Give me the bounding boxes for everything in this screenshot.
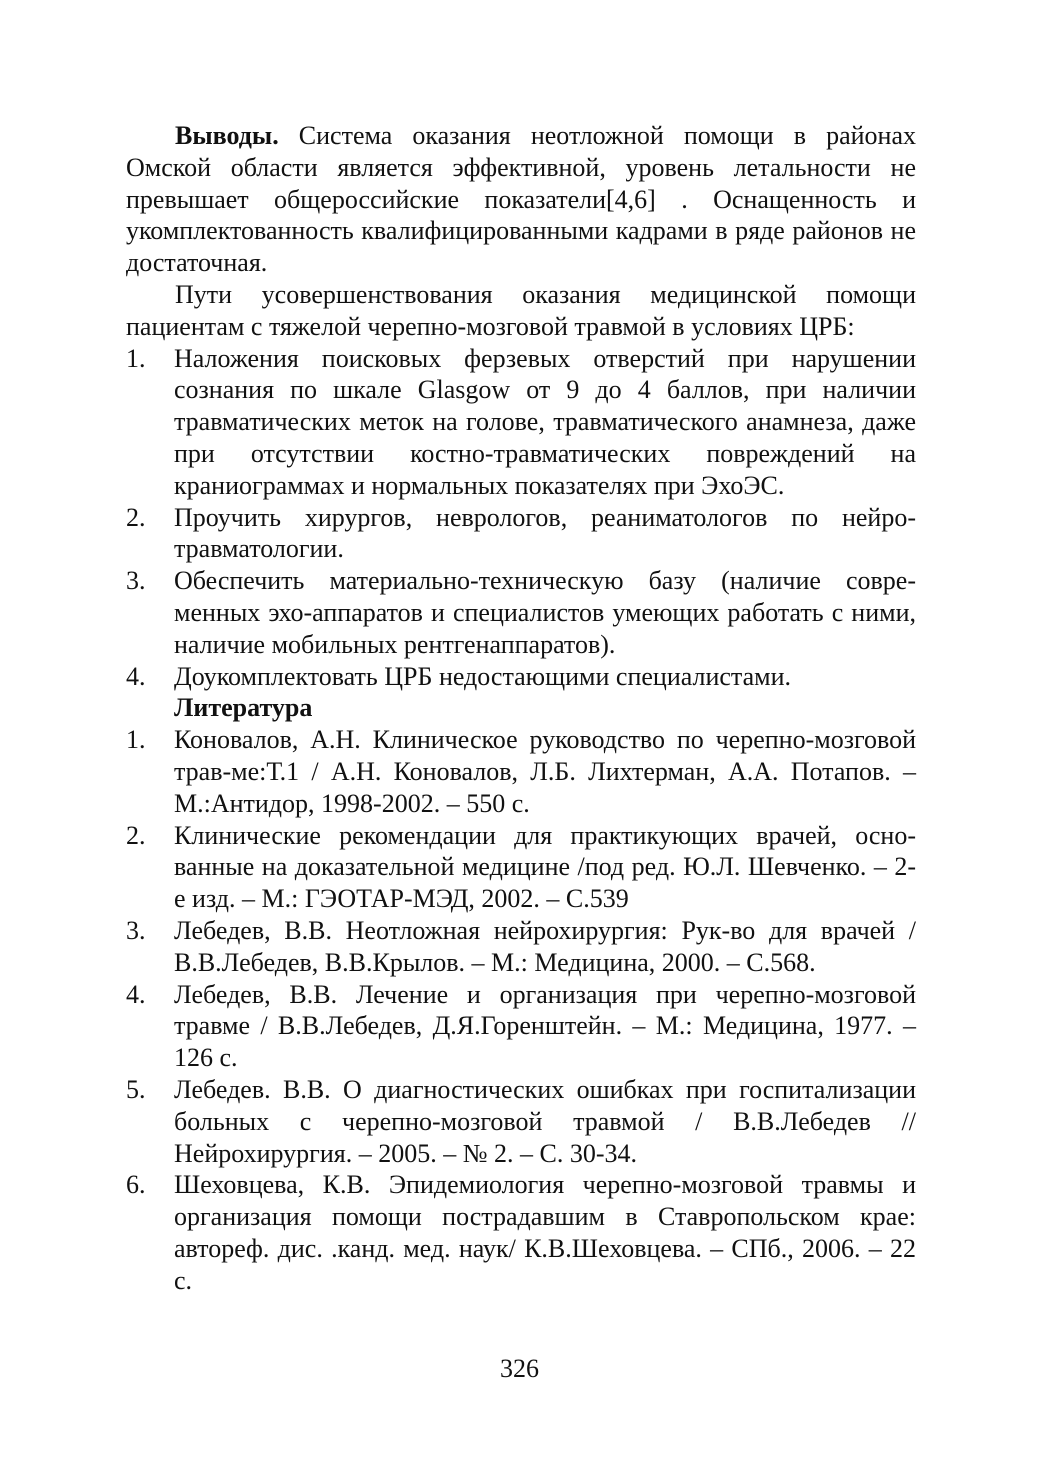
list-item-number: 3. xyxy=(126,566,146,596)
reference-text: Лебедев, В.В. Лечение и организация при черепно-мозговой травме / В.В.Лебедев, Д.Я.Горенштейн. – М.: Медицина, 1977. – 126 с. xyxy=(174,979,916,1073)
list-item-text: Наложения поисковых ферзевых отверстий при нарушении сознания по шкале Glasgow от 9 до 4 баллов, при наличии травматических меток на голове, травматического анамнеза, даже при отсутствии костно-травматических повреждений на краниограммах и нормальных показателях при ЭхоЭС. xyxy=(174,343,916,500)
list-item xyxy=(126,661,916,693)
list-item-text: Проучить хирургов, неврологов, реаниматологов по нейротравматологии. xyxy=(174,502,916,564)
improvement-intro: Пути усовершенствования оказания медицинской помощи пациентам с тяжелой черепно-мозговой травмой в условиях ЦРБ: xyxy=(126,279,916,341)
reference-item xyxy=(126,820,916,915)
reference-number: 6. xyxy=(126,1170,146,1200)
reference-text: Лебедев. В.В. О диагностических ошибках при госпитализации больных с черепно-мозговой травмой / В.В.Лебедев // Нейрохирургия. – 2005. – № 2. – С. 30-34. xyxy=(174,1074,916,1168)
list-item xyxy=(126,343,916,502)
list-item xyxy=(126,502,916,566)
literature-heading: Литература xyxy=(174,693,313,723)
reference-item xyxy=(126,1074,916,1169)
reference-text: Клинические рекомендации для практикующих врачей, основанные на доказательной медицине /под ред. Ю.Л. Шевченко. – 2-е изд. – М.: ГЭОТАР-МЭД, 2002. – С.539 xyxy=(174,820,916,914)
conclusions-paragraph xyxy=(126,120,916,279)
recommendations-list xyxy=(126,343,916,693)
list-item-number: 1. xyxy=(126,343,146,373)
reference-text: Шеховцева, К.В. Эпидемиология черепно-мозговой травмы и организация помощи пострадавшим в Ставропольском крае: автореф. дис. .канд. мед. наук/ К.В.Шеховцева. – СПб., 2006. – 22 с. xyxy=(174,1170,916,1295)
reference-item xyxy=(126,724,916,819)
list-item-text: Обеспечить материально-техническую базу (наличие современных эхо-аппаратов и специалистов умеющих работать с ними, наличие мобильных рентгенаппаратов). xyxy=(174,566,916,659)
reference-number: 2. xyxy=(126,820,146,850)
reference-item xyxy=(126,915,916,979)
reference-text: Коновалов, А.Н. Клиническое руководство по черепно-мозговой трав-ме:Т.1 / А.Н. Коновалов, Л.Б. Лихтерман, А.А. Потапов. – М.:Антидор, 1998-2002. – 550 с. xyxy=(174,725,916,818)
list-item xyxy=(126,565,916,660)
reference-number: 4. xyxy=(126,979,146,1009)
list-item-number: 2. xyxy=(126,502,146,532)
page-number: 326 xyxy=(500,1354,539,1383)
reference-number: 1. xyxy=(126,725,146,755)
reference-item xyxy=(126,1169,916,1296)
conclusions-heading: Выводы. xyxy=(175,121,279,150)
page-body xyxy=(126,120,916,1296)
reference-item xyxy=(126,979,916,1074)
list-item-text: Доукомплектовать ЦРБ недостающими специалистами. xyxy=(174,661,792,691)
list-item-number: 4. xyxy=(126,661,146,691)
reference-number: 3. xyxy=(126,915,146,945)
reference-number: 5. xyxy=(126,1074,146,1104)
references-list xyxy=(126,724,916,1296)
conclusions-text: Система оказания неотложной помощи в районах Омской области является эффективной, уровень летальности не превышает общероссийские показатели[4,6] . Оснащенность и укомплектованность квалифицированными кадрами в ряде районов не достаточная. xyxy=(126,121,916,278)
reference-text: Лебедев, В.В. Неотложная нейрохирургия: Рук-во для врачей / В.В.Лебедев, В.В.Крылов. – М.: Медицина, 2000. – С.568. xyxy=(174,915,916,977)
